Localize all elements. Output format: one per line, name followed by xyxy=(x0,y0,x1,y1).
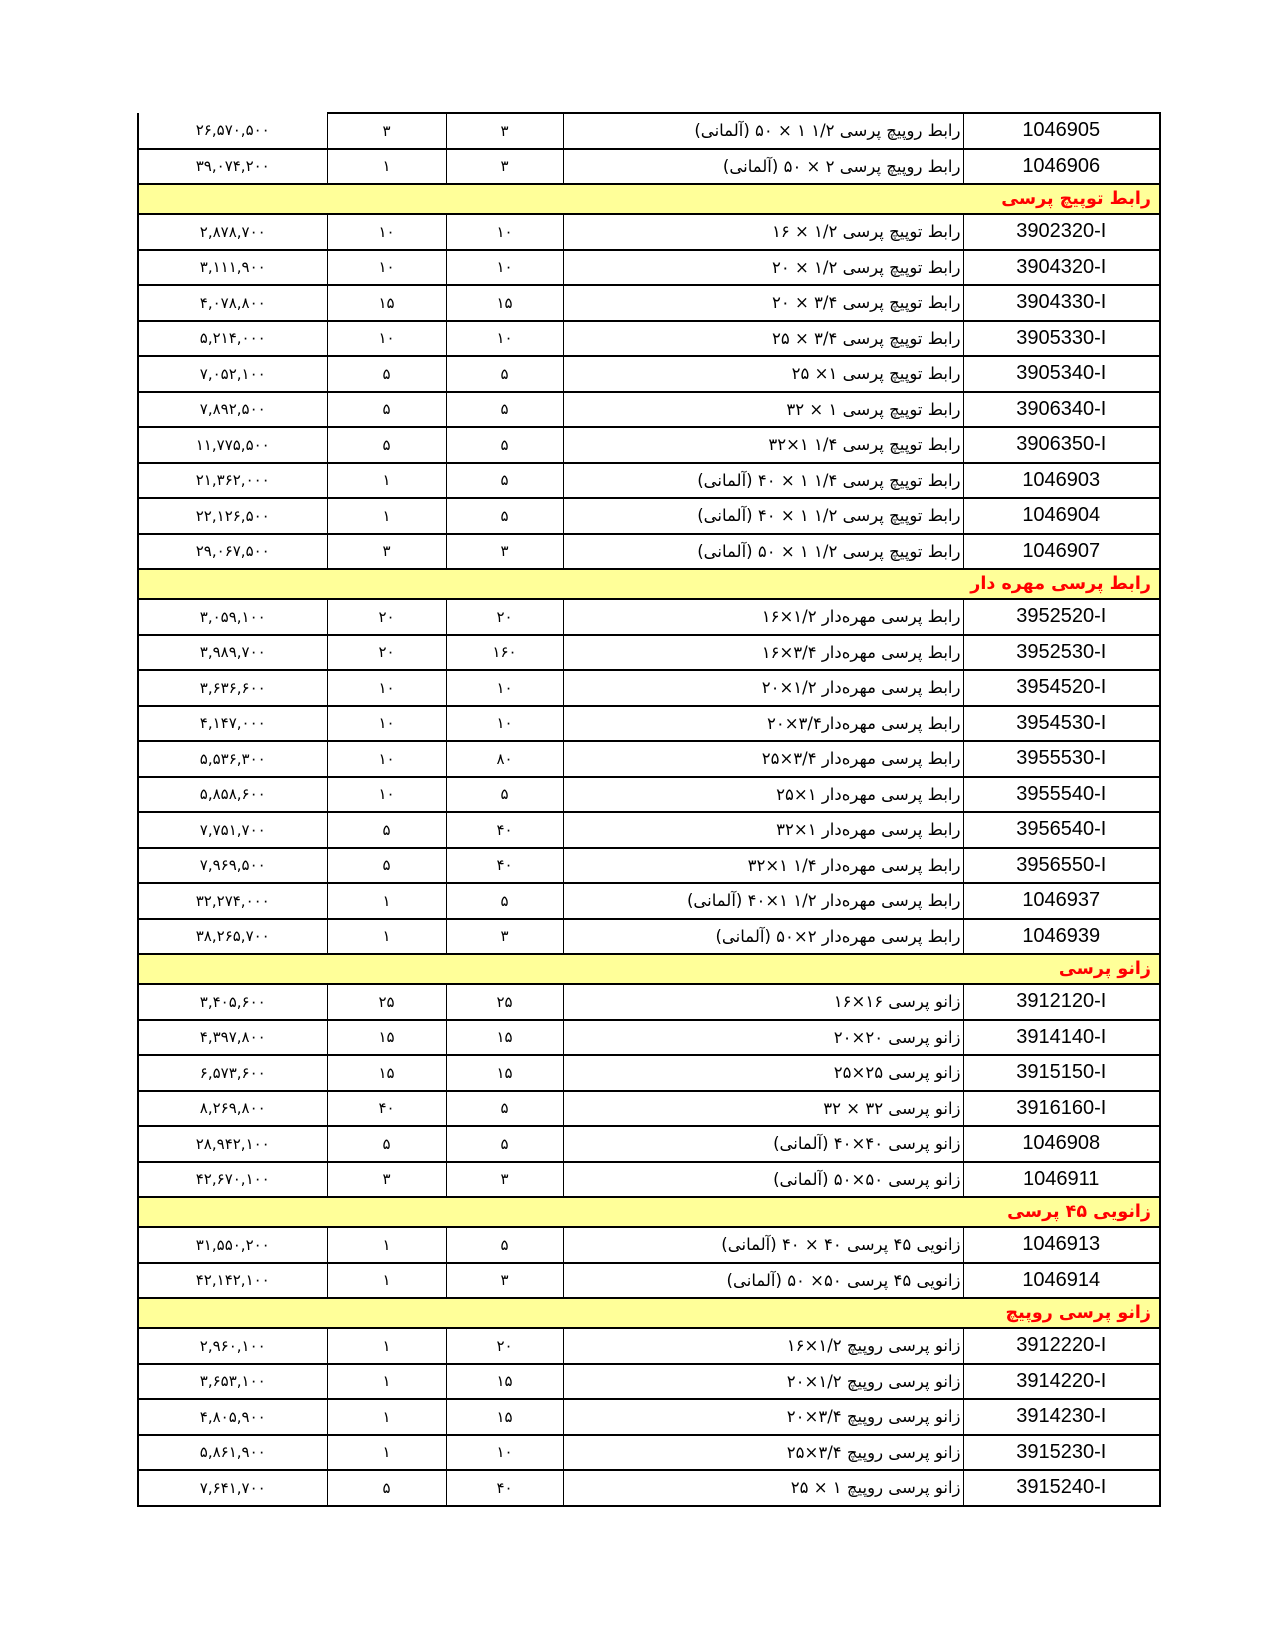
qty2-cell: ۵ xyxy=(327,1470,446,1506)
qty2-cell: ۳ xyxy=(327,1162,446,1198)
table-row xyxy=(138,113,1160,149)
description-cell: زانو پرسی ۲۵×۲۵ xyxy=(563,1055,963,1091)
table-row xyxy=(138,599,1160,635)
description-cell: رابط پرسی مهره‌دار ۱/۴ ۱×۳۲ xyxy=(563,848,963,884)
code-cell: 1046904 xyxy=(963,498,1160,534)
price-cell: ۳۱,۵۵۰,۲۰۰ xyxy=(138,1227,327,1263)
section-header-label: زانو پرسی xyxy=(138,954,1160,984)
price-cell: ۴۲,۶۷۰,۱۰۰ xyxy=(138,1162,327,1198)
table-row xyxy=(138,250,1160,286)
table-row xyxy=(138,463,1160,499)
qty1-cell: ۲۵ xyxy=(446,984,563,1020)
qty1-cell: ۱۰ xyxy=(446,214,563,250)
code-cell: 3952520-I xyxy=(963,599,1160,635)
qty2-cell: ۱ xyxy=(327,498,446,534)
code-cell: 3915230-I xyxy=(963,1435,1160,1471)
price-cell: ۳,۴۰۵,۶۰۰ xyxy=(138,984,327,1020)
code-cell: 3915240-I xyxy=(963,1470,1160,1506)
code-cell: 1046907 xyxy=(963,534,1160,570)
qty1-cell: ۵ xyxy=(446,1227,563,1263)
qty2-cell: ۵ xyxy=(327,1126,446,1162)
qty2-cell: ۱۵ xyxy=(327,285,446,321)
table-row xyxy=(138,356,1160,392)
table-row xyxy=(138,1055,1160,1091)
qty1-cell: ۵ xyxy=(446,883,563,919)
qty2-cell: ۲۰ xyxy=(327,635,446,671)
qty2-cell: ۱۵ xyxy=(327,1055,446,1091)
code-cell: 3904320-I xyxy=(963,250,1160,286)
price-cell: ۳,۱۱۱,۹۰۰ xyxy=(138,250,327,286)
table-row xyxy=(138,149,1160,185)
description-cell: رابط روپیچ پرسی ۱/۲ ۱ × ۵۰ (آلمانی) xyxy=(563,113,963,149)
qty1-cell: ۱۵ xyxy=(446,1364,563,1400)
price-cell: ۳۹,۰۷۴,۲۰۰ xyxy=(138,149,327,185)
code-cell: 3952530-I xyxy=(963,635,1160,671)
price-cell: ۷,۶۴۱,۷۰۰ xyxy=(138,1470,327,1506)
table-row xyxy=(138,498,1160,534)
section-header-row xyxy=(138,184,1160,214)
description-cell: زانو پرسی روپیچ ۳/۴×۲۰ xyxy=(563,1399,963,1435)
qty1-cell: ۵ xyxy=(446,427,563,463)
qty1-cell: ۳ xyxy=(446,534,563,570)
description-cell: زانو پرسی ۲۰×۲۰ xyxy=(563,1020,963,1056)
price-cell: ۲۱,۳۶۲,۰۰۰ xyxy=(138,463,327,499)
price-cell: ۶,۵۷۳,۶۰۰ xyxy=(138,1055,327,1091)
price-cell: ۲۸,۹۴۲,۱۰۰ xyxy=(138,1126,327,1162)
qty1-cell: ۲۰ xyxy=(446,1328,563,1364)
code-cell: 3916160-I xyxy=(963,1091,1160,1127)
description-cell: رابط پرسی مهره‌دار ۱×۳۲ xyxy=(563,812,963,848)
price-cell: ۷,۹۶۹,۵۰۰ xyxy=(138,848,327,884)
description-cell: رابط پرسی مهره‌دار۳/۴×۲۰ xyxy=(563,706,963,742)
table-row xyxy=(138,635,1160,671)
qty1-cell: ۳ xyxy=(446,919,563,955)
code-cell: 3914220-I xyxy=(963,1364,1160,1400)
qty1-cell: ۱۰ xyxy=(446,1435,563,1471)
code-cell: 1046905 xyxy=(963,113,1160,149)
price-cell: ۱۱,۷۷۵,۵۰۰ xyxy=(138,427,327,463)
description-cell: رابط پرسی مهره‌دار ۱/۲ ۱×۴۰ (آلمانی) xyxy=(563,883,963,919)
price-cell: ۳,۶۵۳,۱۰۰ xyxy=(138,1364,327,1400)
price-cell: ۵,۸۵۸,۶۰۰ xyxy=(138,777,327,813)
table-row xyxy=(138,214,1160,250)
table-row xyxy=(138,1399,1160,1435)
section-header-label: زانو پرسی روپیچ xyxy=(138,1298,1160,1328)
code-cell: 1046937 xyxy=(963,883,1160,919)
price-cell: ۳۲,۲۷۴,۰۰۰ xyxy=(138,883,327,919)
qty1-cell: ۵ xyxy=(446,463,563,499)
description-cell: رابط توپیچ پرسی ۳/۴ × ۲۰ xyxy=(563,285,963,321)
qty2-cell: ۱ xyxy=(327,1328,446,1364)
qty1-cell: ۵ xyxy=(446,1091,563,1127)
description-cell: رابط توپیچ پرسی ۱/۴ ۱ × ۴۰ (آلمانی) xyxy=(563,463,963,499)
code-cell: 3906350-I xyxy=(963,427,1160,463)
price-cell: ۸,۲۶۹,۸۰۰ xyxy=(138,1091,327,1127)
table-row xyxy=(138,1227,1160,1263)
section-header-label: رابط پرسی مهره دار xyxy=(138,569,1160,599)
table-row xyxy=(138,392,1160,428)
code-cell: 1046908 xyxy=(963,1126,1160,1162)
price-cell: ۳۸,۲۶۵,۷۰۰ xyxy=(138,919,327,955)
section-header-row xyxy=(138,569,1160,599)
qty2-cell: ۱ xyxy=(327,1364,446,1400)
section-header-row xyxy=(138,1298,1160,1328)
description-cell: زانو پرسی روپیچ ۱/۲×۱۶ xyxy=(563,1328,963,1364)
table-row xyxy=(138,1328,1160,1364)
price-cell: ۲۶,۵۷۰,۵۰۰ xyxy=(138,113,327,149)
qty2-cell: ۲۰ xyxy=(327,599,446,635)
qty1-cell: ۵ xyxy=(446,392,563,428)
description-cell: زانو پرسی ۳۲ × ۳۲ xyxy=(563,1091,963,1127)
qty2-cell: ۱ xyxy=(327,1399,446,1435)
qty1-cell: ۵ xyxy=(446,498,563,534)
code-cell: 3904330-I xyxy=(963,285,1160,321)
table-row xyxy=(138,670,1160,706)
price-cell: ۷,۸۹۲,۵۰۰ xyxy=(138,392,327,428)
description-cell: رابط توپیچ پرسی ۱ × ۳۲ xyxy=(563,392,963,428)
qty1-cell: ۱۰ xyxy=(446,706,563,742)
section-header-label: زانویی ۴۵ پرسی xyxy=(138,1197,1160,1227)
price-cell: ۲۹,۰۶۷,۵۰۰ xyxy=(138,534,327,570)
code-cell: 3905340-I xyxy=(963,356,1160,392)
description-cell: رابط روپیچ پرسی ۲ × ۵۰ (آلمانی) xyxy=(563,149,963,185)
qty1-cell: ۵ xyxy=(446,356,563,392)
section-header-row xyxy=(138,954,1160,984)
code-cell: 1046903 xyxy=(963,463,1160,499)
qty2-cell: ۱ xyxy=(327,919,446,955)
qty1-cell: ۱۰ xyxy=(446,321,563,357)
qty2-cell: ۵ xyxy=(327,812,446,848)
qty1-cell: ۱۵ xyxy=(446,1055,563,1091)
qty1-cell: ۱۵ xyxy=(446,1020,563,1056)
price-cell: ۴,۸۰۵,۹۰۰ xyxy=(138,1399,327,1435)
price-cell: ۴۲,۱۴۲,۱۰۰ xyxy=(138,1263,327,1299)
table-row xyxy=(138,1126,1160,1162)
table-row xyxy=(138,919,1160,955)
description-cell: رابط توپیچ پرسی ۱× ۲۵ xyxy=(563,356,963,392)
qty2-cell: ۳ xyxy=(327,534,446,570)
description-cell: رابط پرسی مهره‌دار ۳/۴×۱۶ xyxy=(563,635,963,671)
description-cell: رابط پرسی مهره‌دار ۲×۵۰ (آلمانی) xyxy=(563,919,963,955)
description-cell: رابط پرسی مهره‌دار ۳/۴×۲۵ xyxy=(563,741,963,777)
qty1-cell: ۲۰ xyxy=(446,599,563,635)
qty1-cell: ۴۰ xyxy=(446,1470,563,1506)
description-cell: رابط توپیچ پرسی ۱/۲ ۱ × ۴۰ (آلمانی) xyxy=(563,498,963,534)
table-row xyxy=(138,1263,1160,1299)
qty2-cell: ۱۰ xyxy=(327,214,446,250)
price-cell: ۴,۳۹۷,۸۰۰ xyxy=(138,1020,327,1056)
qty1-cell: ۱۰ xyxy=(446,670,563,706)
qty1-cell: ۱۰ xyxy=(446,250,563,286)
qty1-cell: ۵ xyxy=(446,777,563,813)
qty2-cell: ۱ xyxy=(327,149,446,185)
code-cell: 3912120-I xyxy=(963,984,1160,1020)
code-cell: 1046914 xyxy=(963,1263,1160,1299)
code-cell: 3906340-I xyxy=(963,392,1160,428)
description-cell: رابط توپیچ پرسی ۱/۲ × ۱۶ xyxy=(563,214,963,250)
qty1-cell: ۵ xyxy=(446,1126,563,1162)
price-cell: ۲,۹۶۰,۱۰۰ xyxy=(138,1328,327,1364)
qty2-cell: ۱ xyxy=(327,1263,446,1299)
qty1-cell: ۱۶۰ xyxy=(446,635,563,671)
table-row xyxy=(138,1162,1160,1198)
table-row xyxy=(138,321,1160,357)
table-row xyxy=(138,1470,1160,1506)
qty2-cell: ۵ xyxy=(327,427,446,463)
table-row xyxy=(138,848,1160,884)
table-row xyxy=(138,984,1160,1020)
description-cell: زانویی ۴۵ پرسی ۴۰ × ۴۰ (آلمانی) xyxy=(563,1227,963,1263)
price-cell: ۵,۵۳۶,۳۰۰ xyxy=(138,741,327,777)
table-row xyxy=(138,1364,1160,1400)
table-row xyxy=(138,777,1160,813)
description-cell: زانو پرسی روپیچ ۱ × ۲۵ xyxy=(563,1470,963,1506)
table-row xyxy=(138,534,1160,570)
qty1-cell: ۸۰ xyxy=(446,741,563,777)
qty1-cell: ۳ xyxy=(446,149,563,185)
qty2-cell: ۱۵ xyxy=(327,1020,446,1056)
code-cell: 3902320-I xyxy=(963,214,1160,250)
description-cell: زانو پرسی روپیچ ۱/۲×۲۰ xyxy=(563,1364,963,1400)
price-cell: ۵,۲۱۴,۰۰۰ xyxy=(138,321,327,357)
qty1-cell: ۴۰ xyxy=(446,848,563,884)
price-list-container xyxy=(137,112,1159,1507)
price-cell: ۵,۸۶۱,۹۰۰ xyxy=(138,1435,327,1471)
qty1-cell: ۳ xyxy=(446,1263,563,1299)
qty1-cell: ۳ xyxy=(446,113,563,149)
description-cell: رابط توپیچ پرسی ۱/۲ × ۲۰ xyxy=(563,250,963,286)
description-cell: رابط پرسی مهره‌دار ۱/۲×۱۶ xyxy=(563,599,963,635)
qty2-cell: ۳ xyxy=(327,113,446,149)
qty2-cell: ۱۰ xyxy=(327,741,446,777)
price-cell: ۳,۹۸۹,۷۰۰ xyxy=(138,635,327,671)
qty2-cell: ۱ xyxy=(327,1227,446,1263)
code-cell: 3915150-I xyxy=(963,1055,1160,1091)
qty1-cell: ۱۵ xyxy=(446,285,563,321)
table-row xyxy=(138,812,1160,848)
qty2-cell: ۱ xyxy=(327,463,446,499)
qty2-cell: ۴۰ xyxy=(327,1091,446,1127)
price-cell: ۳,۶۳۶,۶۰۰ xyxy=(138,670,327,706)
code-cell: 3955530-I xyxy=(963,741,1160,777)
price-cell: ۷,۷۵۱,۷۰۰ xyxy=(138,812,327,848)
qty2-cell: ۵ xyxy=(327,356,446,392)
qty1-cell: ۳ xyxy=(446,1162,563,1198)
qty2-cell: ۱۰ xyxy=(327,321,446,357)
qty2-cell: ۱۰ xyxy=(327,250,446,286)
qty2-cell: ۱ xyxy=(327,883,446,919)
table-row xyxy=(138,883,1160,919)
code-cell: 3912220-I xyxy=(963,1328,1160,1364)
description-cell: زانویی ۴۵ پرسی ۵۰× ۵۰ (آلمانی) xyxy=(563,1263,963,1299)
code-cell: 1046906 xyxy=(963,149,1160,185)
code-cell: 1046913 xyxy=(963,1227,1160,1263)
description-cell: زانو پرسی ۱۶×۱۶ xyxy=(563,984,963,1020)
description-cell: رابط توپیچ پرسی ۳/۴ × ۲۵ xyxy=(563,321,963,357)
table-row xyxy=(138,427,1160,463)
code-cell: 1046939 xyxy=(963,919,1160,955)
price-list-table xyxy=(137,112,1161,1507)
code-cell: 3905330-I xyxy=(963,321,1160,357)
table-row xyxy=(138,741,1160,777)
table-row xyxy=(138,706,1160,742)
code-cell: 3956540-I xyxy=(963,812,1160,848)
description-cell: زانو پرسی روپیچ ۳/۴×۲۵ xyxy=(563,1435,963,1471)
description-cell: رابط توپیچ پرسی ۱/۴ ۱×۳۲ xyxy=(563,427,963,463)
price-cell: ۴,۱۴۷,۰۰۰ xyxy=(138,706,327,742)
qty2-cell: ۵ xyxy=(327,848,446,884)
price-cell: ۷,۰۵۲,۱۰۰ xyxy=(138,356,327,392)
description-cell: زانو پرسی ۴۰×۴۰ (آلمانی) xyxy=(563,1126,963,1162)
price-cell: ۳,۰۵۹,۱۰۰ xyxy=(138,599,327,635)
description-cell: رابط توپیچ پرسی ۱/۲ ۱ × ۵۰ (آلمانی) xyxy=(563,534,963,570)
code-cell: 3914230-I xyxy=(963,1399,1160,1435)
description-cell: رابط پرسی مهره‌دار ۱/۲×۲۰ xyxy=(563,670,963,706)
price-cell: ۲,۸۷۸,۷۰۰ xyxy=(138,214,327,250)
table-row xyxy=(138,285,1160,321)
code-cell: 3954520-I xyxy=(963,670,1160,706)
qty2-cell: ۱۰ xyxy=(327,777,446,813)
qty2-cell: ۲۵ xyxy=(327,984,446,1020)
qty1-cell: ۴۰ xyxy=(446,812,563,848)
description-cell: رابط پرسی مهره‌دار ۱×۲۵ xyxy=(563,777,963,813)
description-cell: زانو پرسی ۵۰×۵۰ (آلمانی) xyxy=(563,1162,963,1198)
code-cell: 3914140-I xyxy=(963,1020,1160,1056)
qty1-cell: ۱۵ xyxy=(446,1399,563,1435)
table-row xyxy=(138,1091,1160,1127)
qty2-cell: ۱۰ xyxy=(327,706,446,742)
table-row xyxy=(138,1435,1160,1471)
table-row xyxy=(138,1020,1160,1056)
code-cell: 3954530-I xyxy=(963,706,1160,742)
qty2-cell: ۱ xyxy=(327,1435,446,1471)
code-cell: 3955540-I xyxy=(963,777,1160,813)
price-cell: ۲۲,۱۲۶,۵۰۰ xyxy=(138,498,327,534)
code-cell: 3956550-I xyxy=(963,848,1160,884)
section-header-row xyxy=(138,1197,1160,1227)
price-cell: ۴,۰۷۸,۸۰۰ xyxy=(138,285,327,321)
qty2-cell: ۵ xyxy=(327,392,446,428)
section-header-label: رابط توپیچ پرسی xyxy=(138,184,1160,214)
price-table-body xyxy=(138,113,1160,1506)
qty2-cell: ۱۰ xyxy=(327,670,446,706)
code-cell: 1046911 xyxy=(963,1162,1160,1198)
